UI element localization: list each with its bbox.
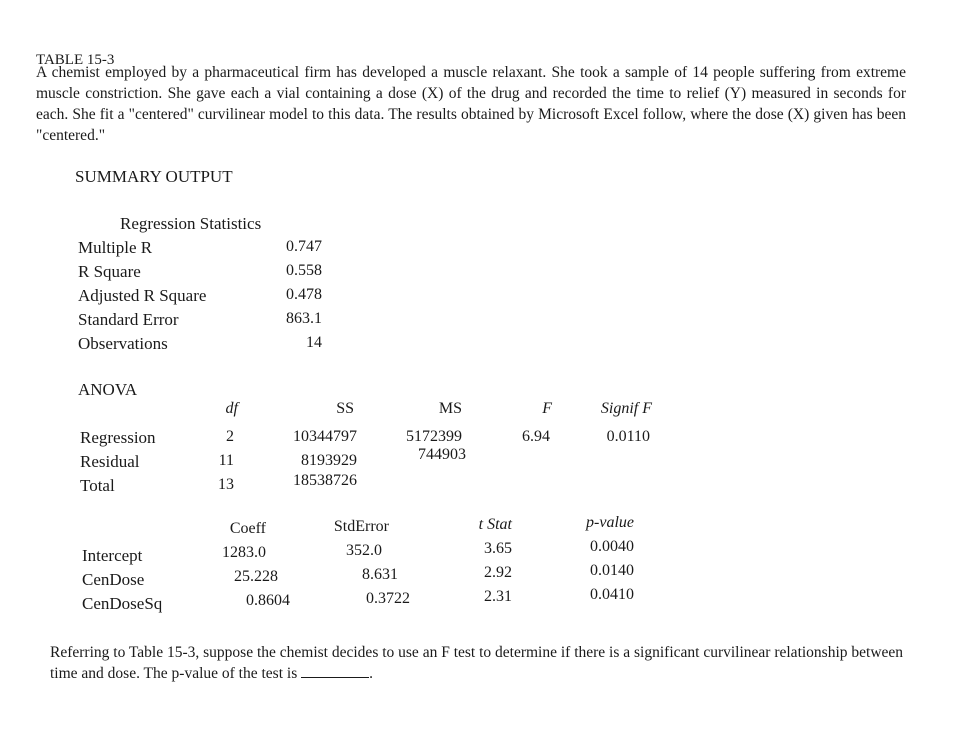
coef-cendose-pvalue: 0.0140: [590, 562, 634, 579]
anova-residual-ms: 744903: [418, 446, 466, 463]
stat-label-observations: Observations: [78, 334, 168, 353]
coef-intercept-stderr: 352.0: [346, 542, 382, 559]
anova-total-df: 13: [218, 476, 234, 493]
stat-value-adjusted-r-square: 0.478: [286, 286, 322, 303]
stat-value-r-square: 0.558: [286, 262, 322, 279]
stat-label-r-square: R Square: [78, 262, 141, 281]
stat-label-standard-error: Standard Error: [78, 310, 179, 329]
anova-row-label-residual: Residual: [80, 452, 140, 471]
anova-header-ms: MS: [438, 400, 462, 417]
anova-total-ss: 18538726: [293, 472, 357, 489]
coef-intercept-tstat: 3.65: [484, 540, 512, 557]
anova-row-label-regression: Regression: [80, 428, 156, 447]
anova-regression-signif-f: 0.0110: [606, 428, 650, 445]
stat-label-adjusted-r-square: Adjusted R Square: [78, 286, 207, 305]
regression-statistics-header: Regression Statistics: [120, 214, 262, 233]
anova-regression-df: 2: [226, 428, 234, 445]
coef-header-pvalue: p-value: [586, 514, 634, 531]
coef-header-stderr: StdError: [333, 518, 389, 535]
table-title: TABLE 15-3: [36, 52, 115, 68]
question-end: .: [369, 665, 373, 682]
question-paragraph: [50, 642, 920, 684]
coef-header-coeff: Coeff: [229, 520, 266, 537]
coef-header-tstat: t Stat: [478, 516, 512, 533]
summary-output-title: SUMMARY OUTPUT: [75, 167, 233, 186]
coef-intercept-pvalue: 0.0040: [590, 538, 634, 555]
anova-row-label-total: Total: [80, 476, 115, 495]
coef-row-label-intercept: Intercept: [82, 546, 143, 565]
anova-residual-ss: 8193929: [301, 452, 357, 469]
coef-cendosesq-tstat: 2.31: [484, 588, 512, 605]
coef-row-label-cendosesq: CenDoseSq: [82, 594, 163, 613]
coef-cendosesq-coeff: 0.8604: [246, 592, 290, 609]
coef-intercept-coeff: 1283.0: [222, 544, 266, 561]
coef-cendosesq-stderr: 0.3722: [366, 590, 410, 607]
stat-value-observations: 14: [306, 334, 322, 351]
coef-cendose-stderr: 8.631: [362, 566, 398, 583]
anova-regression-ss: 10344797: [293, 428, 357, 445]
stat-value-standard-error: 863.1: [286, 310, 322, 327]
anova-header-df: df: [225, 400, 238, 417]
coef-row-label-cendose: CenDose: [82, 570, 145, 589]
answer-blank: [301, 665, 369, 678]
anova-regression-ms: 5172399: [406, 428, 462, 445]
anova-residual-df: 11: [218, 452, 234, 469]
anova-header-ss: SS: [336, 400, 354, 417]
anova-header-signif-f: Signif F: [600, 400, 652, 417]
coef-cendose-coeff: 25.228: [234, 568, 278, 585]
coef-cendosesq-pvalue: 0.0410: [590, 586, 634, 603]
anova-title: ANOVA: [78, 380, 138, 399]
intro-paragraph: A chemist employed by a pharmaceutical firm has developed a muscle relaxant. She took a sample of 14 people suffering from extreme muscle constriction. She gave each a vial containing a dose (X) of the drug and recorded the time to relief (Y) measured in seconds for each. She fit a "centered" curvilinear model to this data. The results obtained by Microsoft Excel follow, where the dose (X) given has been "centered.": [36, 64, 906, 144]
coef-cendose-tstat: 2.92: [484, 564, 512, 581]
question-text: Referring to Table 15-3, suppose the chemist decides to use an F test to determine if there is a significant curvilinear relationship between time and dose. The p-value of the test is: [50, 644, 904, 682]
anova-header-f: F: [542, 400, 552, 417]
stat-value-multiple-r: 0.747: [286, 238, 322, 255]
anova-regression-f: 6.94: [522, 428, 550, 445]
stat-label-multiple-r: Multiple R: [78, 238, 153, 257]
